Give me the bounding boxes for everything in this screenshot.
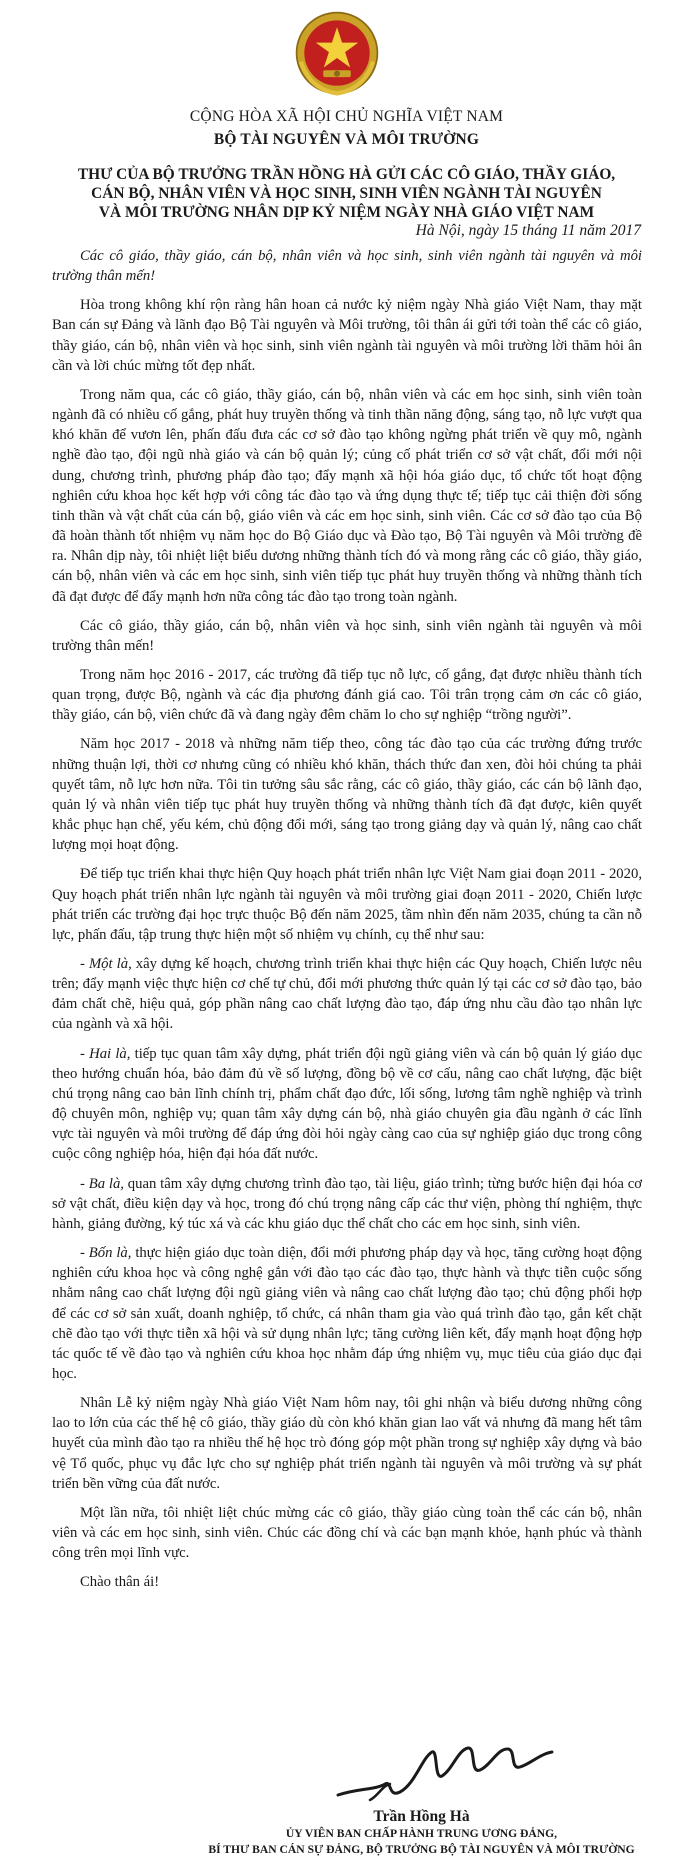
title-line: THƯ CỦA BỘ TRƯỞNG TRẦN HỒNG HÀ GỬI CÁC CÔ GIÁO, THẦY GIÁO, xyxy=(77,166,616,183)
task-paragraph xyxy=(52,1174,642,1234)
paragraph: Hòa trong không khí rộn ràng hân hoan cả nước kỷ niệm ngày Nhà giáo Việt Nam, thay mặt Ban cán sự Đảng và lãnh đạo Bộ Tài nguyên và Môi trường, tôi thân ái gửi tới toàn thể các cô giáo, thầy giáo, cán bộ, nhân viên và học sinh, sinh viên ngành tài nguyên và môi trường lời thăm hỏi ân cần và lời chúc mừng tốt đẹp nhất. xyxy=(52,297,642,374)
closing-greeting: Chào thân ái! xyxy=(80,1574,160,1591)
task-paragraph xyxy=(52,1243,642,1384)
task-paragraph xyxy=(52,1044,642,1165)
ministry-name: BỘ TÀI NGUYÊN VÀ MÔI TRƯỜNG xyxy=(213,131,480,148)
letter-body xyxy=(52,246,642,1602)
task-text: xây dựng kế hoạch, chương trình triển khai thực hiện các Quy hoạch, Chiến lược nêu trên; đẩy mạnh việc thực hiện cơ chế tự chủ, đổi mới phương thức quản lý tại các cơ sở đào tạo, bảo đảm chất chẽ, hiệu quả, góp phần nâng cao chất lượng đào tạo, đáp ứng nhu cầu đào tạo nhân lực của ngành và xã hội. xyxy=(52,956,642,1033)
paragraph: Một lần nữa, tôi nhiệt liệt chúc mừng các cô giáo, thầy giáo cùng toàn thể các cán bộ, nhân viên và các em học sinh, sinh viên. Chúc các đồng chí và các bạn mạnh khỏe, hạnh phúc và thành công trên mọi lĩnh vực. xyxy=(52,1504,642,1562)
handwritten-signature xyxy=(330,1740,560,1810)
paragraph: Để tiếp tục triển khai thực hiện Quy hoạch phát triển nhân lực Việt Nam giai đoạn 2011 - 2020, Quy hoạch phát triển nhân lực ngành tài nguyên và môi trường giai đoạn 2011 - 2020, Chiến lược phát triển các trường đại học trực thuộc Bộ đến năm 2025, tầm nhìn đến năm 2035, chúng ta cần nỗ lực, phấn đấu, tập trung thực hiện một số nhiệm vụ chính, cụ thể như sau: xyxy=(52,866,642,943)
task-lead: - Bốn là, xyxy=(80,1245,132,1262)
task-text: quan tâm xây dựng chương trình đào tạo, tài liệu, giáo trình; từng bước hiện đại hóa cơ sở vật chất, điều kiện dạy và học, trong đó chú trọng nâng cấp các thư viện, phòng thí nghiệm, thực hành, giảng đường, ký túc xá và các khu giáo dục thể chất cho các em học sinh, sinh viên. xyxy=(52,1175,642,1232)
signer-title: BÍ THƯ BAN CÁN SỰ ĐẢNG, BỘ TRƯỞNG BỘ TÀI NGUYÊN VÀ MÔI TRƯỜNG xyxy=(208,1843,635,1856)
signer-title: ỦY VIÊN BAN CHẤP HÀNH TRUNG ƯƠNG ĐẢNG, xyxy=(285,1827,558,1840)
paragraph: Trong năm học 2016 - 2017, các trường đã tiếp tục nỗ lực, cố gắng, đạt được nhiều thành tích quan trọng, được Bộ, ngành và các địa phương đánh giá cao. Tôi trân trọng cảm ơn các cô giáo, thầy giáo, cán bộ, viên chức đã và đang ngày đêm chăm lo cho sự nghiệp “trồng người”. xyxy=(52,666,642,724)
paragraph: Các cô giáo, thầy giáo, cán bộ, nhân viên và học sinh, sinh viên ngành tài nguyên và môi trường thân mến! xyxy=(52,617,642,654)
task-lead: - Một là, xyxy=(80,956,132,972)
title-line: VÀ MÔI TRƯỜNG NHÂN DỊP KỶ NIỆM NGÀY NHÀ GIÁO VIỆT NAM xyxy=(98,204,595,221)
signer-block xyxy=(0,1808,693,1858)
task-lead: - Hai là, xyxy=(80,1045,131,1062)
nation-name: CỘNG HÒA XÃ HỘI CHỦ NGHĨA VIỆT NAM xyxy=(189,108,504,125)
task-lead: - Ba là, xyxy=(80,1175,124,1192)
paragraph: Năm học 2017 - 2018 và những năm tiếp theo, công tác đào tạo của các trường đứng trước những thuận lợi, thời cơ nhưng cũng có nhiều khó khăn, thách thức đan xen, đòi hỏi chúng ta phải quyết tâm, nỗ lực hơn nữa. Tôi tin tưởng sâu sắc rằng, các cô giáo, thầy giáo, các cán bộ lãnh đạo, quản lý và nhân viên tiếp tục phát huy truyền thống và những thành tích đã đạt được, kiên quyết khắc phục hạn chế, yếu kém, chủ động đổi mới, sáng tạo trong giảng dạy và quản lý, nâng cao chất lượng mọi hoạt động. xyxy=(52,736,642,854)
paragraph: Nhân Lễ kỷ niệm ngày Nhà giáo Việt Nam hôm nay, tôi ghi nhận và biểu dương những công lao to lớn của các thế hệ cô giáo, thầy giáo dù còn khó khăn gian lao vất vả nhưng đã mang hết tâm huyết của mình đào tạo ra nhiều thế hệ học trò đóng góp một phần trong sự nghiệp xây dựng và bảo vệ Tổ quốc, phục vụ đắc lực cho sự nghiệp phát triển ngành tài nguyên và môi trường và sự phát triển bền vững của đất nước. xyxy=(52,1395,642,1492)
paragraph: Trong năm qua, các cô giáo, thầy giáo, cán bộ, nhân viên và các em học sinh, sinh viên toàn ngành đã có nhiều cố gắng, phát huy truyền thống và tinh thần năng động, sáng tạo, nỗ lực vượt qua khó khăn để vươn lên, phấn đấu đưa các cơ sở đào tạo không ngừng phát triển về quy mô, ngành nghề đào tạo, đội ngũ nhà giáo và cán bộ quản lý; củng cố phát triển cơ sở vật chất, đổi mới nội dung, chương trình, phương pháp đào tạo; đẩy mạnh xã hội hóa giáo dục, tổ chức tốt hoạt động nghiên cứu khoa học kết hợp với công tác đào tạo và ứng dụng thực tế; tiếp tục cải thiện đời sống tinh thần và vật chất của cán bộ, giáo viên và các em học sinh, sinh viên. Các cơ sở đào tạo của Bộ đã hoàn thành tốt nhiệm vụ năm học do Bộ Giáo dục và Đào tạo, Bộ Tài nguyên và Môi trường đề ra. Nhân dịp này, tôi nhiệt liệt biểu dương những thành tích đó và mong rằng các cô giáo, thầy giáo, cán bộ, nhân viên và các em học sinh, sinh viên tiếp tục phát huy truyền thống và những thành tích đã đạt được để đẩy mạnh hơn nữa công tác đào tạo trong toàn ngành. xyxy=(52,386,642,605)
letter-title xyxy=(30,165,663,222)
signer-name: Trần Hồng Hà xyxy=(373,1808,470,1825)
salutation: Các cô giáo, thầy giáo, cán bộ, nhân viên và học sinh, sinh viên ngành tài nguyên và môi trường thân mến! xyxy=(52,248,642,285)
task-text: tiếp tục quan tâm xây dựng, phát triển đội ngũ giảng viên và cán bộ quản lý giáo dục theo hướng chuẩn hóa, bảo đảm đủ về số lượng, đồng bộ về cơ cấu, nâng cao chất lượng, đặc biệt chú trọng nâng cao bản lĩnh chính trị, phẩm chất đạo đức, lối sống, lương tâm nghề nghiệp và trình độ chuyên môn, nghiệp vụ; quan tâm xây dựng cán bộ, nhà giáo chuyên gia đầu ngành ở các lĩnh vực tài nguyên và môi trường để đáp ứng đòi hỏi ngày càng cao của sự nghiệp giáo dục trong công cuộc công nghiệp hóa, hiện đại hóa đất nước. xyxy=(52,1045,642,1163)
title-line: CÁN BỘ, NHÂN VIÊN VÀ HỌC SINH, SINH VIÊN NGÀNH TÀI NGUYÊN xyxy=(91,185,602,202)
task-paragraph xyxy=(52,954,642,1035)
place-date: Hà Nội, ngày 15 tháng 11 năm 2017 xyxy=(415,222,641,239)
national-emblem-icon xyxy=(294,10,380,96)
task-text: thực hiện giáo dục toàn diện, đổi mới phương pháp dạy và học, tăng cường hoạt động nghiên cứu khoa học và công nghệ gắn với đào tạo các đào tạo, thực hành và thực tiễn cuộc sống nhằm nâng cao chất lượng đội ngũ giảng viên và nâng cao chất lượng đào tạo; chủ động phối hợp để các cơ sở sản xuất, doanh nghiệp, tổ chức, cá nhân tham gia vào quá trình đào tạo, gắn kết chặt chẽ đào tạo với thực tiễn xã hội và sử dụng nhân lực; tăng cường liên kết, đẩy mạnh hoạt động hợp tác quốc tế về đào tạo và nghiên cứu khoa học nhằm đáp ứng nhiệm vụ, mục tiêu của giáo dục đại học. xyxy=(52,1245,642,1382)
